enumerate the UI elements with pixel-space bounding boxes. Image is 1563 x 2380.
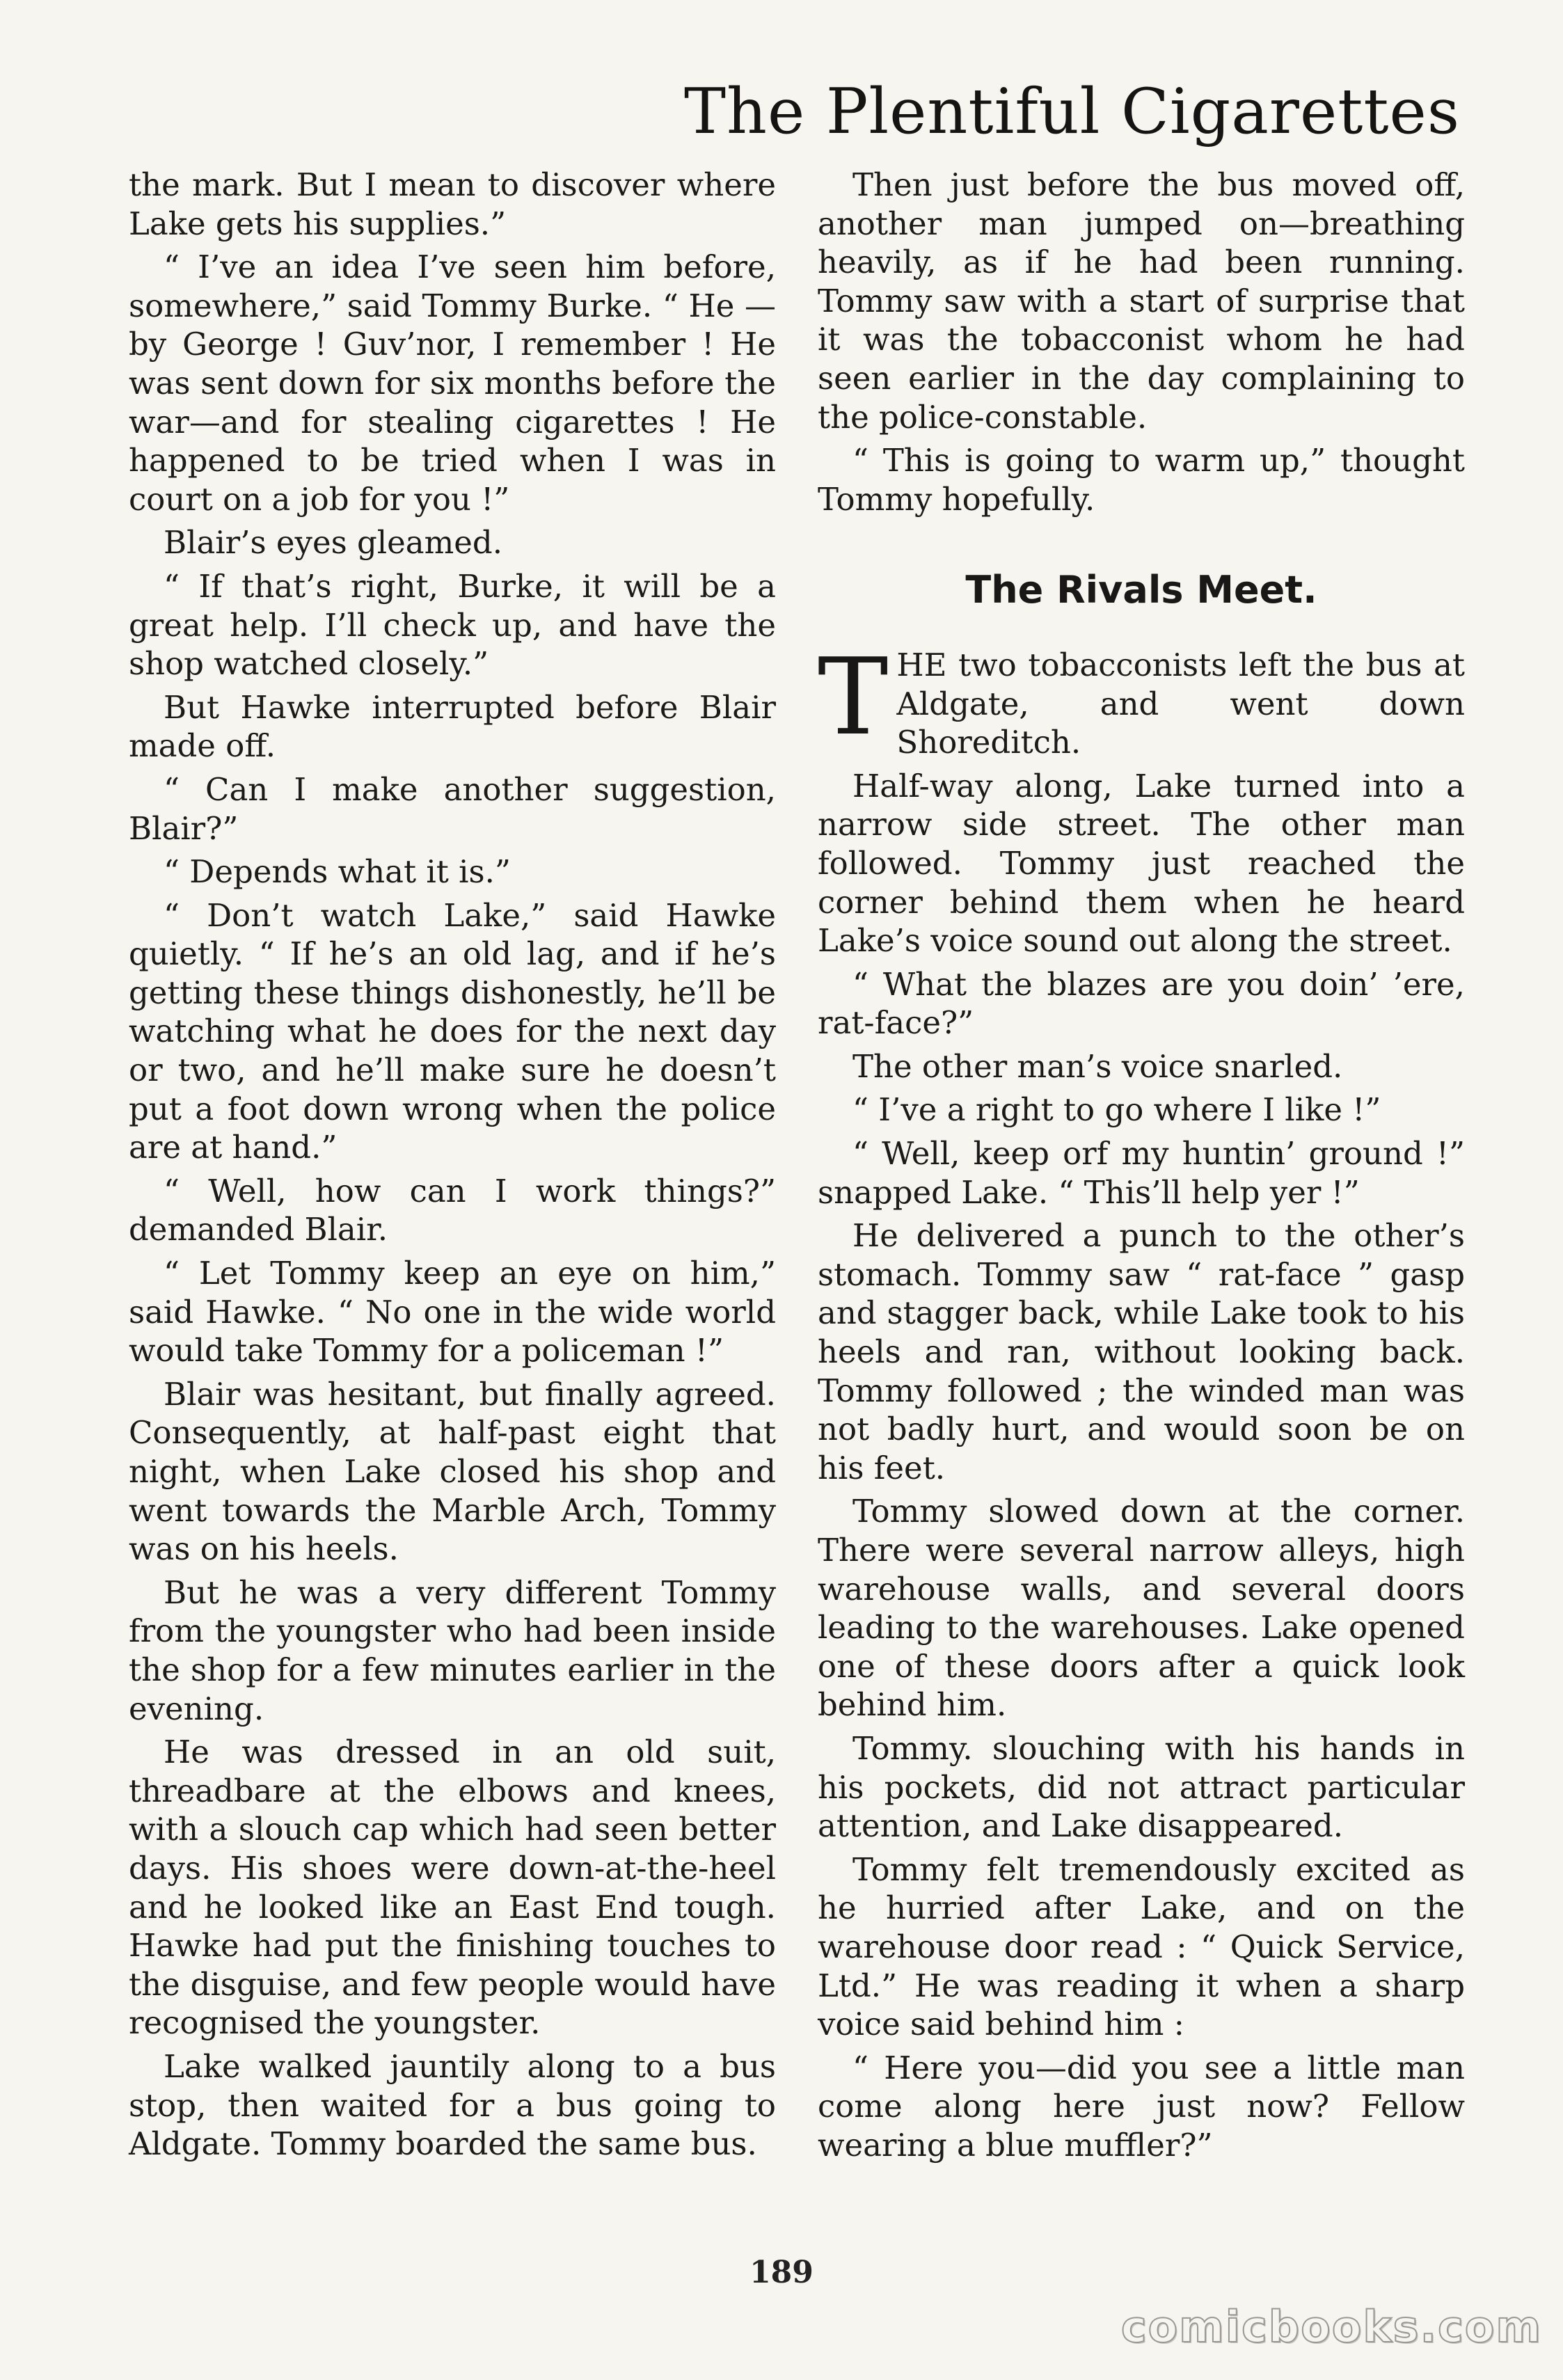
paragraph: But Hawke interrupted before Blair made off. bbox=[129, 688, 776, 765]
paragraph: “ This is going to warm up,” thought Tommy hopefully. bbox=[818, 442, 1465, 518]
paragraph: Tommy felt tremendously excited as he hurried after Lake, and on the warehouse door read : “ Quick Service, Ltd.” He was reading it when a sharp voice said behind him : bbox=[818, 1850, 1465, 2043]
paragraph: Tommy slowed down at the corner. There were several narrow alleys, high warehouse walls, and several doors leading to the warehouses. Lake opened one of these doors after a quick look behind him. bbox=[818, 1493, 1465, 1724]
paragraph: “ Well, how can I work things?” demanded Blair. bbox=[129, 1172, 776, 1248]
paragraph: “ Well, keep orf my huntin’ ground !” snapped Lake. “ This’ll help yer !” bbox=[818, 1135, 1465, 1211]
paragraph: the mark. But I mean to discover where Lake gets his supplies.” bbox=[129, 166, 776, 242]
left-column bbox=[129, 166, 776, 2168]
paragraph: “ If that’s right, Burke, it will be a great help. I’ll check up, and have the shop watched closely.” bbox=[129, 567, 776, 683]
watermark: comicbooks.com bbox=[1120, 2301, 1542, 2352]
paragraph: “ Here you—did you see a little man come along here just now? Fellow wearing a blue muffler?” bbox=[818, 2049, 1465, 2164]
paragraph: “ Don’t watch Lake,” said Hawke quietly. “ If he’s an old lag, and if he’s getting these things dishonestly, he’ll be watching what he does for the next day or two, and he’ll make sure he doesn’t put a foot down wrong when the police are at hand.” bbox=[129, 896, 776, 1166]
paragraph: The other man’s voice snarled. bbox=[852, 1047, 1343, 1085]
paragraph: Half-way along, Lake turned into a narrow side street. The other man followed. Tommy just reached the corner behind them when he heard Lake’s voice sound out along the street. bbox=[818, 767, 1465, 960]
drop-cap-paragraph bbox=[818, 635, 1465, 762]
paragraph: “ Can I make another suggestion, Blair?” bbox=[129, 770, 776, 847]
page-number: 189 bbox=[749, 2255, 814, 2290]
right-column bbox=[818, 166, 1465, 2170]
paragraph: Lake walked jauntily along to a bus stop, then waited for a bus going to Aldgate. Tommy boarded the same bus. bbox=[129, 2047, 776, 2163]
paragraph: Tommy. slouching with his hands in his pockets, did not attract particular attention, and Lake disappeared. bbox=[818, 1729, 1465, 1845]
paragraph: Then just before the bus moved off, another man jumped on—breathing heavily, as if he had been running. Tommy saw with a start of surprise that it was the tobacconist whom he had seen earlier in the day complaining to the police-constable. bbox=[818, 166, 1465, 436]
paragraph: But he was a very different Tommy from the youngster who had been inside the shop for a few minutes earlier in the evening. bbox=[129, 1573, 776, 1727]
paragraph: He delivered a punch to the other’s stomach. Tommy saw “ rat-face ” gasp and stagger back, while Lake took to his heels and ran, without looking back. Tommy followed ; the winded man was not badly hurt, and would soon be on his feet. bbox=[818, 1217, 1465, 1486]
paragraph: He was dressed in an old suit, threadbare at the elbows and knees, with a slouch cap which had seen better days. His shoes were down-at-the-heel and he looked like an East End tough. Hawke had put the finishing touches to the disguise, and few people would have recognised the youngster. bbox=[129, 1734, 776, 2042]
paragraph: Blair was hesitant, but finally agreed. Consequently, at half-past eight that night, when Lake closed his shop and went towards the Marble Arch, Tommy was on his heels. bbox=[129, 1375, 776, 1568]
paragraph: “ Let Tommy keep an eye on him,” said Hawke. “ No one in the wide world would take Tommy for a policeman !” bbox=[129, 1255, 776, 1370]
paragraph: “ Depends what it is.” bbox=[164, 853, 511, 891]
paragraph: “ I’ve an idea I’ve seen him before, somewhere,” said Tommy Burke. “ He —by George ! Guv’nor, I remember ! He was sent down for six months before the war—and for stealing cigarettes ! He happened to be tried when I was in court on a job for you !” bbox=[129, 248, 776, 518]
paragraph: “ I’ve a right to go where I like !” bbox=[852, 1091, 1381, 1129]
drop-cap: T bbox=[818, 635, 889, 759]
drop-cap-text: HE two tobacconists left the bus at Aldgate, and went down Shoreditch. bbox=[896, 646, 1465, 761]
paragraph: “ What the blazes are you doin’ ’ere, rat-face?” bbox=[818, 965, 1465, 1042]
page-title: The Plentiful Cigarettes bbox=[683, 75, 1460, 148]
paragraph: Blair’s eyes gleamed. bbox=[164, 524, 503, 562]
section-heading: The Rivals Meet. bbox=[965, 568, 1317, 612]
